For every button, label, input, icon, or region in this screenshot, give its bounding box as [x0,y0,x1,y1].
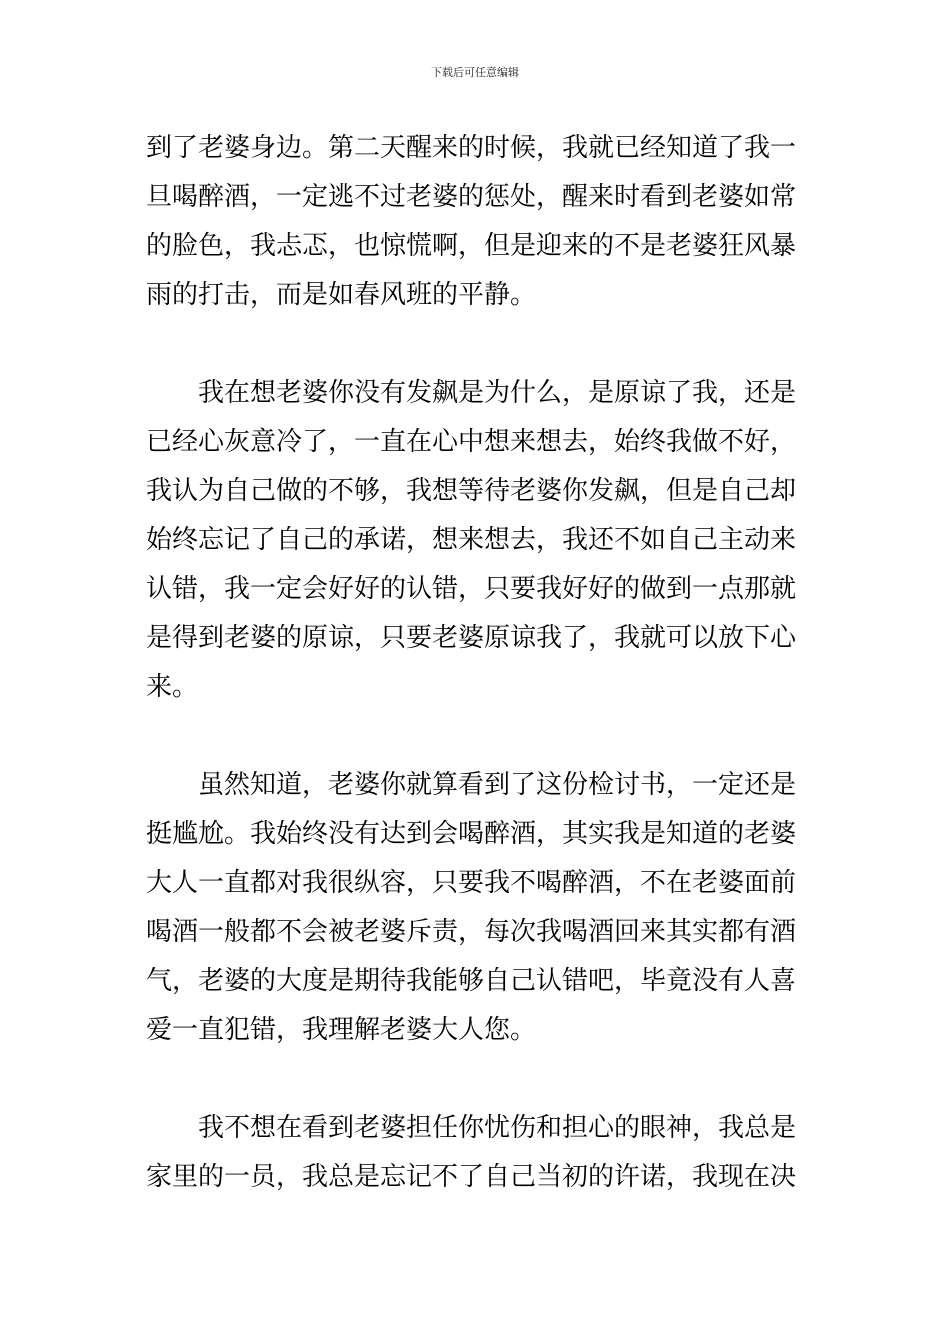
text-line: 旦喝醉酒，一定逃不过老婆的惩处，醒来时看到老婆如常 [146,182,797,212]
paragraph-2 [146,369,806,712]
text-line: 气，老婆的大度是期待我能够自己认错吧，毕竟没有人喜 [146,966,797,996]
text-line: 大人一直都对我很纵容，只要我不喝醉酒，不在老婆面前 [146,868,797,898]
text-line: 雨的打击，而是如春风班的平静。 [146,280,537,310]
text-line: 始终忘记了自己的承诺，想来想去，我还不如自己主动来 [146,525,797,555]
paragraph-3 [146,761,806,1055]
text-line: 爱一直犯错，我理解老婆大人您。 [146,1015,537,1045]
text-line: 虽然知道，老婆你就算看到了这份检讨书，一定还是 [198,770,797,800]
text-line: 的脸色，我忐忑，也惊慌啊，但是迎来的不是老婆狂风暴 [146,231,797,261]
document-body [146,124,806,1202]
paragraph-gap [146,320,806,369]
text-line: 已经心灰意冷了，一直在心中想来想去，始终我做不好， [146,427,797,457]
text-line: 我认为自己做的不够，我想等待老婆你发飙，但是自己却 [146,476,797,506]
text-line: 我在想老婆你没有发飙是为什么，是原谅了我，还是 [198,378,797,408]
paragraph-4 [146,1104,806,1202]
text-line: 是得到老婆的原谅，只要老婆原谅我了，我就可以放下心 [146,623,797,653]
text-line: 挺尴尬。我始终没有达到会喝醉酒，其实我是知道的老婆 [146,819,797,849]
text-line: 家里的一员，我总是忘记不了自己当初的许诺，我现在决 [146,1162,797,1192]
text-line: 认错，我一定会好好的认错，只要我好好的做到一点那就 [146,574,797,604]
text-line: 喝酒一般都不会被老婆斥责，每次我喝酒回来其实都有酒 [146,917,797,947]
paragraph-gap [146,1055,806,1104]
text-line: 我不想在看到老婆担任你忧伤和担心的眼神，我总是 [198,1113,797,1143]
text-line: 来。 [146,672,199,702]
paragraph-1 [146,124,806,320]
page-header: 下载后可任意编辑 [431,66,519,79]
text-line: 到了老婆身边。第二天醒来的时候，我就已经知道了我一 [146,133,797,163]
paragraph-gap [146,712,806,761]
